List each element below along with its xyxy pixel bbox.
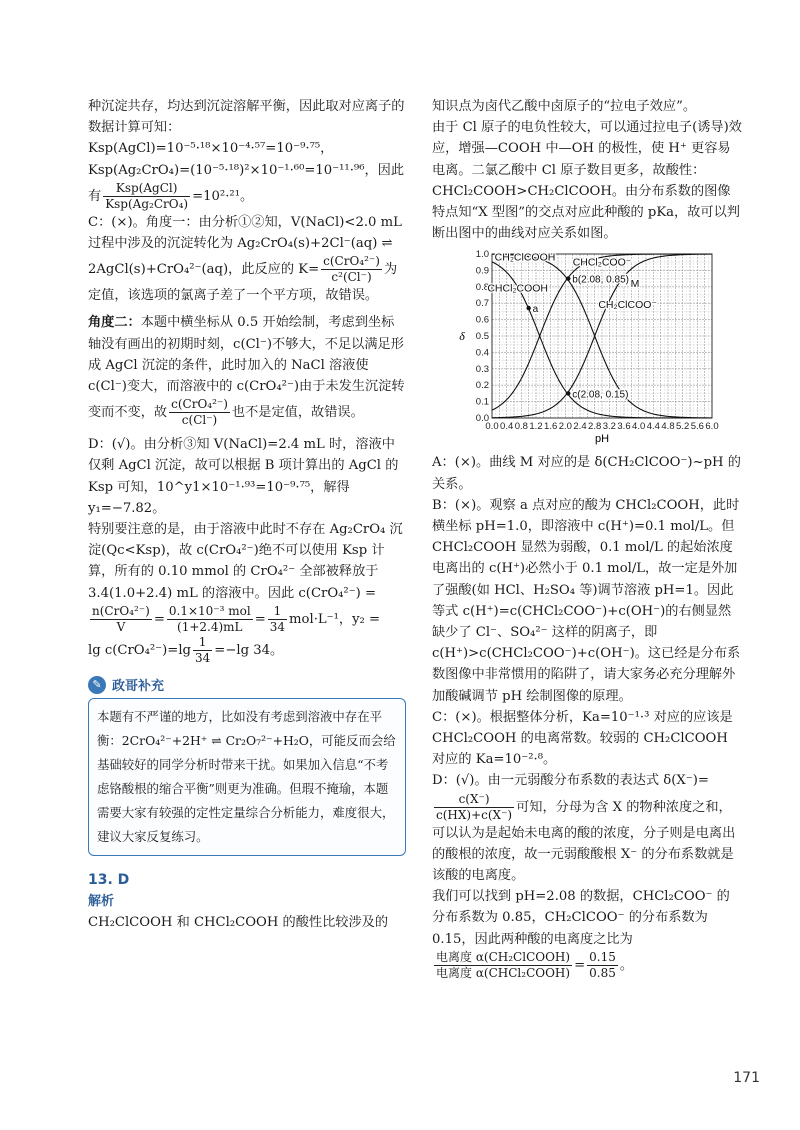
curve-label: CH₂ClCOOH (494, 251, 556, 264)
curve-label: M (630, 278, 640, 291)
y-tick-label: 0.7 (475, 298, 489, 310)
y-tick-label: 0.6 (475, 315, 489, 327)
eq-frac-1 (90, 604, 152, 635)
x-tick-label: 2.0 (558, 421, 572, 433)
note-title: 政哥补充 (112, 678, 165, 694)
question-13-answer: 13. D (88, 871, 130, 888)
option-c-suffix: 为定值，该选项的氯离子差了一个平方项，故错误。 (88, 262, 398, 304)
y-tick-label: 0.9 (475, 265, 489, 277)
ion-ratio-fraction (434, 950, 572, 981)
option-c-text: C：(×)。角度一：由分析①②知，V(NaCl)<2.0 mL过程中涉及的沉淀转化为 Ag₂CrO₄(s)+2Cl⁻(aq) ⇌ 2AgCl(s)+CrO₄²⁻(aq)，此反应的 K= (88, 214, 402, 278)
ion-value-den: 0.85 (589, 965, 616, 980)
ratio-numerator: Ksp(AgCl) (103, 181, 190, 197)
eq-frac-3-den: 34 (269, 619, 286, 634)
y-tick-label: 0.4 (475, 347, 489, 359)
analysis-heading: 解析 (88, 894, 115, 910)
chart-svg (432, 246, 742, 446)
ratio-denominator: Ksp(Ag₂CrO₄) (105, 196, 189, 211)
right-option-a: A：(×)。曲线 M 对应的是 δ(CH₂ClCOO⁻)~pH 的关系。 (432, 455, 741, 492)
ksp-ratio-line (88, 181, 406, 212)
right-option-c: C：(×)。根据整体分析，Ka=10⁻¹·³ 对应的应该是 CHCl₂COOH 的电离常数。较弱的 CH₂ClCOOH 对应的 Ka=10⁻²·⁸。 (432, 709, 733, 768)
d-tail: 可知，分母为含 X 的物种浓度之和，可以认为是起始未电离的酸的浓度，分子则是电离出的酸根的浓度，故一元弱酸酸根 X⁻ 的分布系数就是该酸的电离度。 (432, 799, 736, 884)
right-column (432, 96, 742, 981)
ratio-prefix: 有 (88, 188, 102, 204)
right-option-b: B：(×)。观察 a 点对应的酸为 CHCl₂COOH，此时横坐标 pH=1.0，即溶液中 c(H⁺)=0.1 mol/L。但 CHCl₂COOH 显然为弱酸，0.1 mol/L 的起始浓度电离出的 c(H⁺)必然小于 0.1 mol/L，故一定是外加了强酸(如 HCl、H₂SO₄ 等)调节溶液 pH=1。因此等式 c(H⁺)=c(CHCl₂COO⁻)+c(OH⁻)的右侧显然缺少了 Cl⁻、SO₄²⁻ 这样的阴离子，即 c(H⁺)>c(CHCl₂COO⁻)+c(OH⁻)。这已经是分布系数图像中非常惯用的陷阱了，请大家务必充分理解外加酸碱调节 pH 绘制图像的原理。 (432, 497, 741, 704)
eq-frac-3-num: 1 (268, 604, 287, 620)
x-tick-label: 4.0 (632, 421, 646, 433)
eq-frac-1-den: V (116, 619, 126, 634)
x-tick-label: 0.0 (485, 421, 499, 433)
y-axis-label: δ (459, 329, 465, 344)
angle-two-paragraph (88, 312, 406, 428)
y-tick-label: 1.0 (475, 249, 489, 261)
data-point (526, 306, 530, 310)
ion-ratio-den: 电离度 α(CHCl₂COOH) (436, 965, 571, 980)
k-fraction (321, 254, 382, 285)
x-tick-label: 0.8 (514, 421, 528, 433)
question-13-text: CH₂ClCOOH 和 CHCl₂COOH 的酸性比较涉及的 (88, 915, 389, 931)
x-tick-label: 6.0 (705, 421, 719, 433)
x-tick-label: 4.8 (661, 421, 675, 433)
y-tick-label: 0.3 (475, 364, 489, 376)
ionization-ratio: $\frac{\text{电离度 α(CH₂ClCOOH)}}{\text{电离度 α(CHCl₂COOH)}}$ = $\frac{0.15}{0.85}$ 。 (436, 949, 634, 980)
delta-fraction (434, 792, 514, 823)
x-tick-label: 0.4 (500, 421, 514, 433)
x-axis-label: pH (594, 433, 610, 446)
x-tick-label: 1.6 (544, 421, 558, 433)
right-p2: 由于 Cl 原子的电负性较大，可以通过拉电子(诱导)效应，增强—COOH 中—OH 的极性，使 H⁺ 更容易电离。二氯乙酸中 Cl 原子数目更多，故酸性：CHCl₂COOH>CH₂ClCOOH。由分布系数的图像特点知“X 型图”的交点对应此种酸的 pKa，故可以判断出图中的曲线对应关系如图。 (432, 120, 742, 242)
left-column (88, 96, 406, 933)
delta-den: c(HX)+c(X⁻) (436, 807, 513, 822)
note-text: 本题有不严谨的地方，比如没有考虑到溶液中存在平衡：2CrO₄²⁻+2H⁺ ⇌ Cr₂O₇²⁻+H₂O，可能反而会给基础较好的同学分析时带来干扰。如果加入信息“不考虑铬酸根的缩合平衡”则更为准确。但瑕不掩瑜，本题需要大家有较强的定性定量综合分析能力，难度很大，建议大家反复练习。 (97, 708, 396, 844)
right-paragraph-e: 我们可以找到 pH=2.08 的数据，CHCl₂COO⁻ 的分布系数为 0.85，CH₂ClCOO⁻ 的分布系数为 0.15，因此两种酸的电离度之比为 (432, 889, 730, 947)
note-header (88, 676, 406, 698)
x-tick-label: 4.4 (646, 421, 660, 433)
ion-tail: 。 (619, 957, 634, 973)
right-option-d (432, 770, 742, 886)
angle-two-heading: 角度二： (88, 315, 141, 331)
data-point (566, 277, 570, 281)
ratio2-denominator: c(Cl⁻) (181, 413, 218, 428)
y-tick-label: 0.2 (475, 380, 489, 392)
x-tick-label: 5.6 (690, 421, 704, 433)
special-note-paragraph: 特别要注意的是，由于溶液中此时不存在 Ag₂CrO₄ 沉淀(Qc<Ksp)，故 c(CrO₄²⁻)绝不可以使用 Ksp 计算，所有的 0.10 mmol 的 CrO₄²⁻ 全部被释放于 3.4(1.0+2.4) mL 的溶液中。因此 c(CrO₄²⁻) = (88, 522, 403, 601)
note-box (88, 698, 406, 856)
k-denominator: c²(Cl⁻) (331, 270, 372, 285)
angle-two-suffix: 也不是定值，故错误。 (231, 405, 364, 421)
curve-label: CHCl₂COO⁻ (572, 256, 632, 269)
concentration-equation: $\frac{\text{n(CrO₄²⁻)}}{V}$ = $\frac{\text{0.1×10⁻³ mol}}{(1+2.4)mL}$ = $\frac{1}{34}$ mol·L⁻¹，y₂ = (92, 603, 381, 634)
angle-two-text: 本题中横坐标从 0.5 开始绘制，考虑到坐标轴没有画出的初期时刻，c(Cl⁻)不够大，不足以满足形成 AgCl 沉淀的条件，此时加入的 NaCl 溶液使 c(Cl⁻)变大，而溶液中的 c(CrO₄²⁻)由于未发生沉淀转变而不变，故 (88, 315, 405, 421)
log-num: 1 (193, 635, 212, 651)
ion-ratio-num: 电离度 α(CH₂ClCOOH) (436, 949, 571, 964)
eq-frac-1-num: n(CrO₄²⁻) (92, 603, 150, 618)
x-tick-label: 3.2 (602, 421, 616, 433)
d-head: D：(√)。由一元弱酸分布系数的表达式 δ(X⁻)= (432, 773, 709, 789)
x-tick-label: 2.8 (588, 421, 602, 433)
eq-frac-2-num: 0.1×10⁻³ mol (168, 603, 251, 618)
eq-frac-2-den: (1+2.4)mL (177, 619, 243, 634)
k-numerator: c(CrO₄²⁻) (323, 254, 380, 269)
x-tick-label: 2.4 (573, 421, 587, 433)
data-point (566, 392, 570, 396)
x-tick-label: 5.2 (676, 421, 690, 433)
y-tick-label: 0.5 (475, 331, 489, 343)
log-den: 34 (194, 650, 211, 665)
ratio2-fraction (169, 397, 230, 428)
distribution-chart (432, 246, 742, 446)
ratio2-numerator: c(CrO₄²⁻) (171, 397, 228, 412)
log-head: lg c(CrO₄²⁻)=lg (88, 642, 191, 658)
curve-label: CHCl₂COOH (487, 283, 549, 296)
delta-num: c(X⁻) (434, 792, 514, 808)
log-equation (88, 635, 406, 666)
ion-value-num: 0.15 (589, 949, 616, 964)
option-c-paragraph (88, 212, 406, 307)
ratio-suffix: =10²·²¹。 (192, 188, 254, 204)
ksp-ratio-fraction (103, 181, 190, 212)
x-tick-label: 3.6 (617, 421, 631, 433)
page-number: 171 (733, 1070, 760, 1086)
point-label: b(2.08, 0.85) (572, 275, 629, 287)
x-tick-label: 1.2 (529, 421, 543, 433)
curve-label: CH₂ClCOO⁻ (598, 299, 657, 312)
point-label: c(2.08, 0.15) (572, 389, 629, 401)
left-line-3: Ksp(Ag₂CrO₄)=(10⁻⁵·¹⁸)²×10⁻¹·⁶⁰=10⁻¹¹·⁹⁶，因此 (88, 162, 405, 178)
eq-frac-2 (167, 604, 253, 635)
left-line-2: Ksp(AgCl)=10⁻⁵·¹⁸×10⁻⁴·⁵⁷=10⁻⁹·⁷⁵， (88, 141, 334, 157)
eq-frac-3 (268, 604, 287, 635)
point-label: a (532, 304, 539, 316)
y-tick-label: 0.0 (475, 413, 489, 425)
option-d-paragraph: D：(√)。由分析③知 V(NaCl)=2.4 mL 时，溶液中仅剩 AgCl 沉淀，故可以根据 B 项计算出的 AgCl 的 Ksp 可知，10^y1×10⁻¹·⁹³=10⁻⁹·⁷⁵，解得 y₁=−7.82。 (88, 437, 399, 516)
book-icon: ✎ (88, 676, 106, 694)
y-tick-label: 0.1 (475, 397, 489, 409)
log-tail: =−lg 34。 (214, 642, 284, 658)
log-fraction (193, 635, 212, 666)
ion-value-fraction (587, 950, 618, 981)
right-p1: 知识点为卤代乙酸中卤原子的“拉电子效应”。 (432, 99, 697, 114)
y-tick-label: 0.8 (475, 282, 489, 294)
left-line-1: 种沉淀共存，均达到沉淀溶解平衡，因此取对应离子的数据计算可知： (88, 99, 405, 136)
eq-tail: mol·L⁻¹，y₂ = (289, 611, 381, 627)
